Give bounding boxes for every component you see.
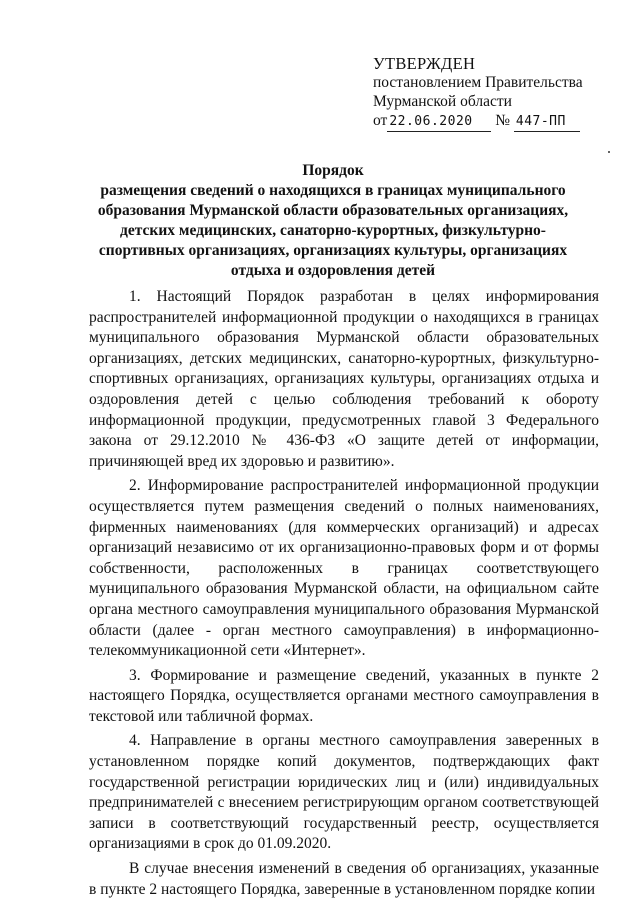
date-prefix: от <box>373 112 388 129</box>
document-body <box>89 287 599 900</box>
document-title <box>88 161 578 281</box>
paragraph-4: 4. Направление в органы местного самоуправления заверенных в установленном порядке копий документов, подтверждающих факт государственной регистрации юридических лиц и (или) индивидуальных предпринимателей с внесением регистрирующим органом соответствующей записи в соответствующий государственный реестр, осуществляется организациями в срок до 01.09.2020. <box>89 732 599 853</box>
scan-speck <box>608 151 610 153</box>
approval-heading: УТВЕРЖДЕН <box>373 54 476 73</box>
approval-stamp <box>373 54 623 132</box>
approval-date-line <box>373 111 623 132</box>
title-word: Порядок <box>302 162 364 179</box>
paragraph-3: 3. Формирование и размещение сведений, указанных в пункте 2 настоящего Порядка, осуществляется органами местного самоуправления в текстовой или табличной формах. <box>89 666 599 725</box>
number-prefix: № <box>495 112 510 129</box>
paragraph-1: 1. Настоящий Порядок разработан в целях информирования распространителей информационной продукции о находящихся в границах муниципального образования Мурманской области образовательных организациях, детских медицинских, санаторно-курортных, физкультурно-спортивных организациях, организациях культуры, организациях отдыха и оздоровления детей с целью соблюдения требований к обороту информационной продукции, предусмотренных главой 3 Федерального закона от 29.12.2010 № 436-ФЗ «О защите детей от информации, причиняющей вред их здоровью и развитию». <box>89 288 599 470</box>
paragraph-5: В случае внесения изменений в сведения об организациях, указанные в пункте 2 настоящего Порядка, заверенные в установленном порядке копии <box>89 860 599 898</box>
approval-line-region: Мурманской области <box>373 93 512 110</box>
title-subject: размещения сведений о находящихся в границах муниципального образования Мурманской области образовательных организациях, детских медицинских, санаторно-курортных, физкультурно-спортивных организациях, организациях культуры, организациях отдыха и оздоровления детей <box>97 182 569 279</box>
approval-line-decree: постановлением Правительства <box>373 74 583 91</box>
paragraph-2: 2. Информирование распространителей информационной продукции осуществляется путем размещения сведений о полных наименованиях, фирменных наименованиях (для коммерческих организаций) и адресах организаций независимо от их организационно-правовых форм и от формы собственности, расположенных в границах соответствующего муниципального образования Мурманской области, на официальном сайте органа местного самоуправления муниципального образования Мурманской области (далее - орган местного самоуправления) в информационно-телекоммуникационной сети «Интернет». <box>89 477 599 660</box>
approval-number: 447-ПП <box>514 112 580 132</box>
approval-date: 22.06.2020 <box>387 112 491 132</box>
